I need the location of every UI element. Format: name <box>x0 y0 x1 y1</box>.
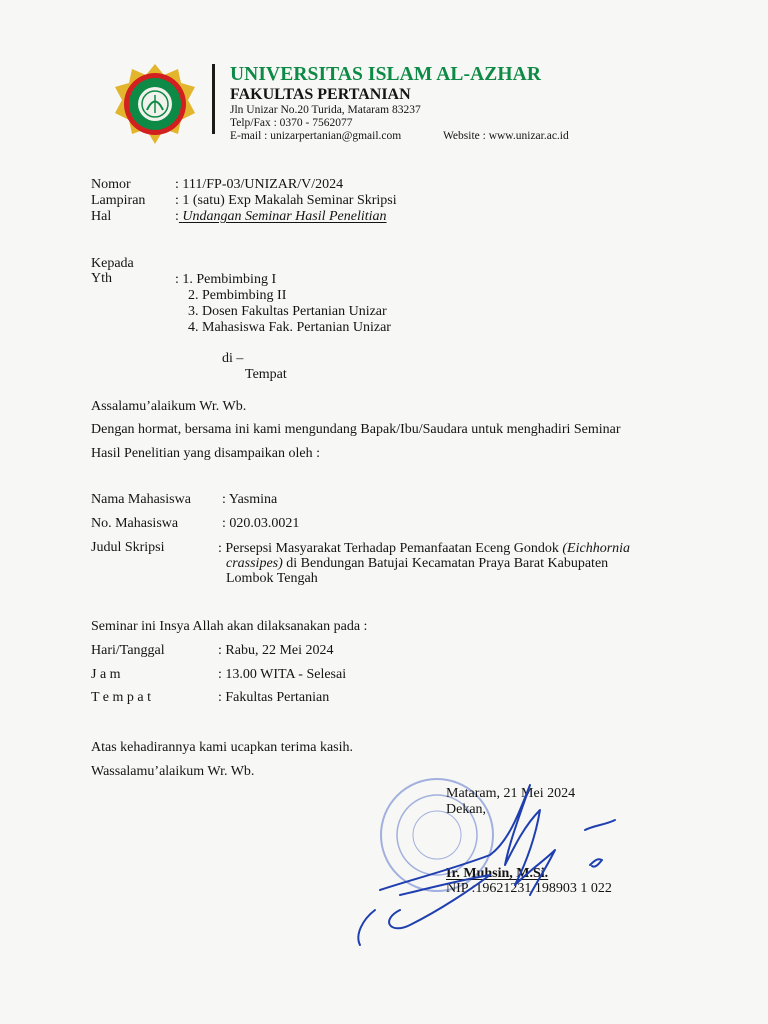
thesis-title-line: crassipes) di Bendungan Batujai Kecamatan Praya Barat Kabupaten <box>226 556 609 571</box>
signature-place-date: Mataram, 21 Mei 2024 <box>446 786 576 801</box>
university-logo-icon <box>114 63 196 145</box>
thesis-title-line: : Persepsi Masyarakat Terhadap Pemanfaatan Eceng Gondok (Eichhornia <box>218 541 631 556</box>
student-nim-label: No. Mahasiswa <box>91 516 179 531</box>
header-divider <box>212 64 215 134</box>
handwritten-signature-icon <box>340 770 620 950</box>
lampiran-value: : 1 (satu) Exp Makalah Seminar Skripsi <box>175 193 397 208</box>
website: Website : www.unizar.ac.id <box>443 130 569 142</box>
time-value: : 13.00 WITA - Selesai <box>218 667 347 682</box>
student-name-value: : Yasmina <box>222 492 278 507</box>
signatory-nip: NIP :19621231 198903 1 022 <box>446 881 612 896</box>
student-nim-value: : 020.03.0021 <box>222 516 300 531</box>
farewell-text: Wassalamu’alaikum Wr. Wb. <box>91 764 255 779</box>
greeting: Assalamu’alaikum Wr. Wb. <box>91 399 247 414</box>
recipient-item: 4. Mahasiswa Fak. Pertanian Unizar <box>188 320 391 335</box>
thanks-text: Atas kehadirannya kami ucapkan terima kasih. <box>91 740 354 755</box>
recipient-item: : 1. Pembimbing I <box>175 272 277 287</box>
lampiran-label: Lampiran <box>91 193 146 208</box>
intro-line: Dengan hormat, bersama ini kami mengundang Bapak/Ibu/Saudara untuk menghadiri Seminar <box>91 422 621 437</box>
kepada-label: Kepada <box>91 256 134 271</box>
faculty-name: FAKULTAS PERTANIAN <box>230 86 411 103</box>
time-label: J a m <box>91 667 121 682</box>
hal-label: Hal <box>91 209 112 224</box>
yth-label: Yth <box>91 271 112 286</box>
thesis-title-label: Judul Skripsi <box>91 540 165 555</box>
nomor-value: : 111/FP-03/UNIZAR/V/2024 <box>175 177 344 192</box>
signature-position: Dekan, <box>446 802 487 817</box>
hal-value: : Undangan Seminar Hasil Penelitian <box>175 209 387 224</box>
place-label: T e m p a t <box>91 690 152 705</box>
day-label: Hari/Tanggal <box>91 643 165 658</box>
di-label: di – <box>222 351 244 366</box>
email: E-mail : unizarpertanian@gmail.com <box>230 130 402 142</box>
university-name: UNIVERSITAS ISLAM AL-AZHAR <box>230 64 542 85</box>
nomor-label: Nomor <box>91 177 131 192</box>
student-name-label: Nama Mahasiswa <box>91 492 191 507</box>
intro-line: Hasil Penelitian yang disampaikan oleh : <box>91 446 321 461</box>
recipient-item: 2. Pembimbing II <box>188 288 287 303</box>
signatory-name: Ir. Muhsin, M.Si. <box>446 866 549 881</box>
thesis-title-line: Lombok Tengah <box>226 571 318 586</box>
phone: Telp/Fax : 0370 - 7562077 <box>230 117 353 129</box>
schedule-intro: Seminar ini Insya Allah akan dilaksanakan pada : <box>91 619 368 634</box>
place-value: : Fakultas Pertanian <box>218 690 330 705</box>
tempat-label: Tempat <box>245 367 287 382</box>
recipient-item: 3. Dosen Fakultas Pertanian Unizar <box>188 304 387 319</box>
day-value: : Rabu, 22 Mei 2024 <box>218 643 334 658</box>
address: Jln Unizar No.20 Turida, Mataram 83237 <box>230 104 421 116</box>
